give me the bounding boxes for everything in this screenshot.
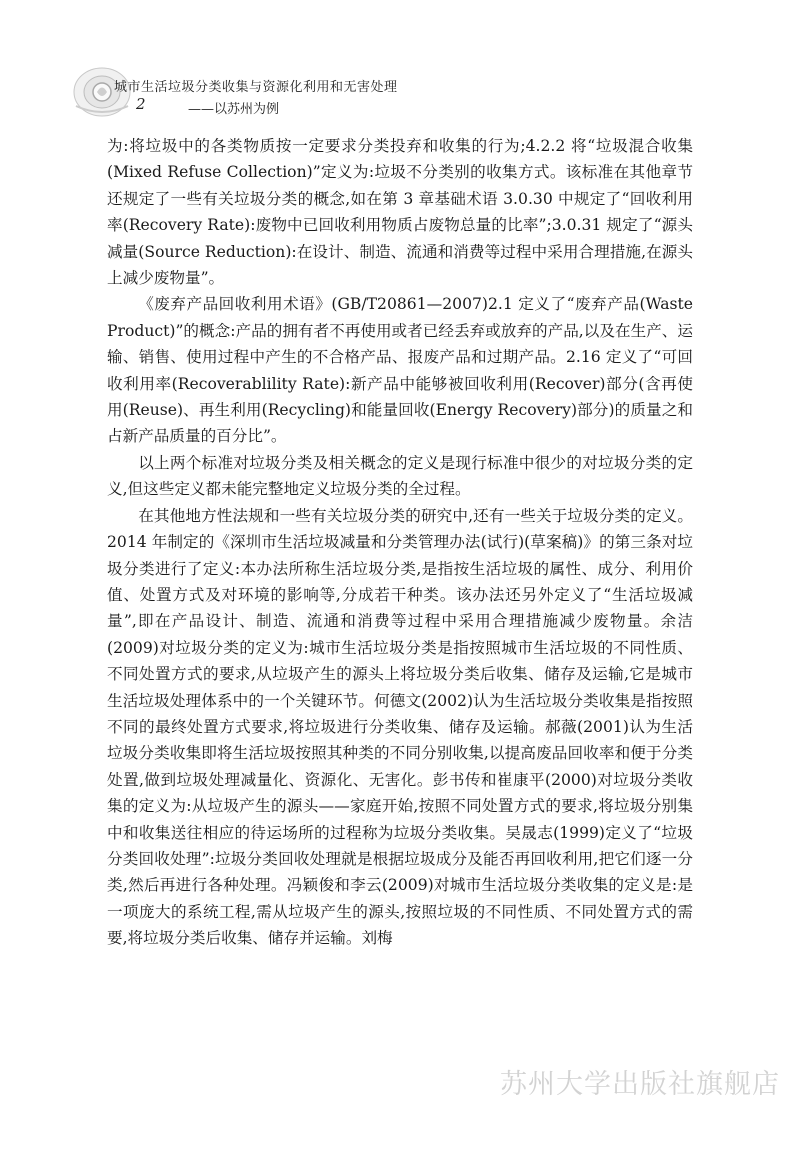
store-watermark: 苏州大学出版社旗舰店 xyxy=(500,1069,780,1100)
paragraph: 在其他地方性法规和一些有关垃圾分类的研究中,还有一些关于垃圾分类的定义。2014 年制定的《深圳市生活垃圾减量和分类管理办法(试行)(草案稿)》的第三条对垃圾分类进行了定义:本办法所称生活垃圾分类,是指按生活垃圾的属性、成分、利用价值、处置方式及对环境的影响等,分成若干种类。该办法还另外定义了“生活垃圾减量”,即在产品设计、制造、流通和消费等过程中采用合理措施减少废物量。余洁(2009)对垃圾分类的定义为:城市生活垃圾分类是指按照城市生活垃圾的不同性质、不同处置方式的要求,从垃圾产生的源头上将垃圾分类后收集、储存及运输,它是城市生活垃圾处理体系中的一个关键环节。何德文(2002)认为生活垃圾分类收集是指按照不同的最终处置方式要求,将垃圾进行分类收集、储存及运输。郝薇(2001)认为生活垃圾分类收集即将生活垃圾按照其种类的不同分别收集,以提高废品回收率和便于分类处置,做到垃圾处理减量化、资源化、无害化。彭书传和崔康平(2000)对垃圾分类收集的定义为:从垃圾产生的源头——家庭开始,按照不同处置方式的要求,将垃圾分别集中和收集送往相应的待运场所的过程称为垃圾分类收集。吴晟志(1999)定义了“垃圾分类回收处理”:垃圾分类回收处理就是根据垃圾成分及能否再回收利用,把它们逐一分类,然后再进行各种处理。冯颖俊和李云(2009)对城市生活垃圾分类收集的定义是:是一项庞大的系统工程,需从垃圾产生的源头,按照垃圾的不同性质、不同处置方式的需要,将垃圾分类后收集、储存并运输。刘梅 xyxy=(107,506,693,948)
page-header xyxy=(70,62,730,122)
paragraph: 为:将垃圾中的各类物质按一定要求分类投弃和收集的行为;4.2.2 将“垃圾混合收集(Mixed Refuse Collection)”定义为:垃圾不分类别的收集方式。该标准在其他章节还规定了一些有关垃圾分类的概念,如在第 3 章基础术语 3.0.30 中规定了“回收利用率(Recovery Rate):废物中已回收利用物质占废物总量的比率”;3.0.31 规定了“源头减量(Source Reduction):在设计、制造、流通和消费等过程中采用合理措施,在源头上减少废物量”。 xyxy=(107,137,693,288)
body-text xyxy=(107,133,693,952)
book-title: 城市生活垃圾分类收集与资源化利用和无害处理 xyxy=(114,80,398,95)
paragraph: 以上两个标准对垃圾分类及相关概念的定义是现行标准中很少的对垃圾分类的定义,但这些定义都未能完整地定义垃圾分类的全过程。 xyxy=(107,453,693,499)
paragraph: 《废弃产品回收利用术语》(GB/T20861—2007)2.1 定义了“废弃产品(Waste Product)”的概念:产品的拥有者不再使用或者已经丢弃或放弃的产品,以及在生产、运输、销售、使用过程中产生的不合格产品、报废产品和过期产品。2.16 定义了“可回收利用率(Recoverablility Rate):新产品中能够被回收利用(Recover)部分(含再使用(Reuse)、再生利用(Recycling)和能量回收(Energy Recovery)部分)的质量之和占新产品质量的百分比”。 xyxy=(107,295,693,446)
book-subtitle: ——以苏州为例 xyxy=(188,102,280,117)
page-number: 2 xyxy=(136,95,146,113)
